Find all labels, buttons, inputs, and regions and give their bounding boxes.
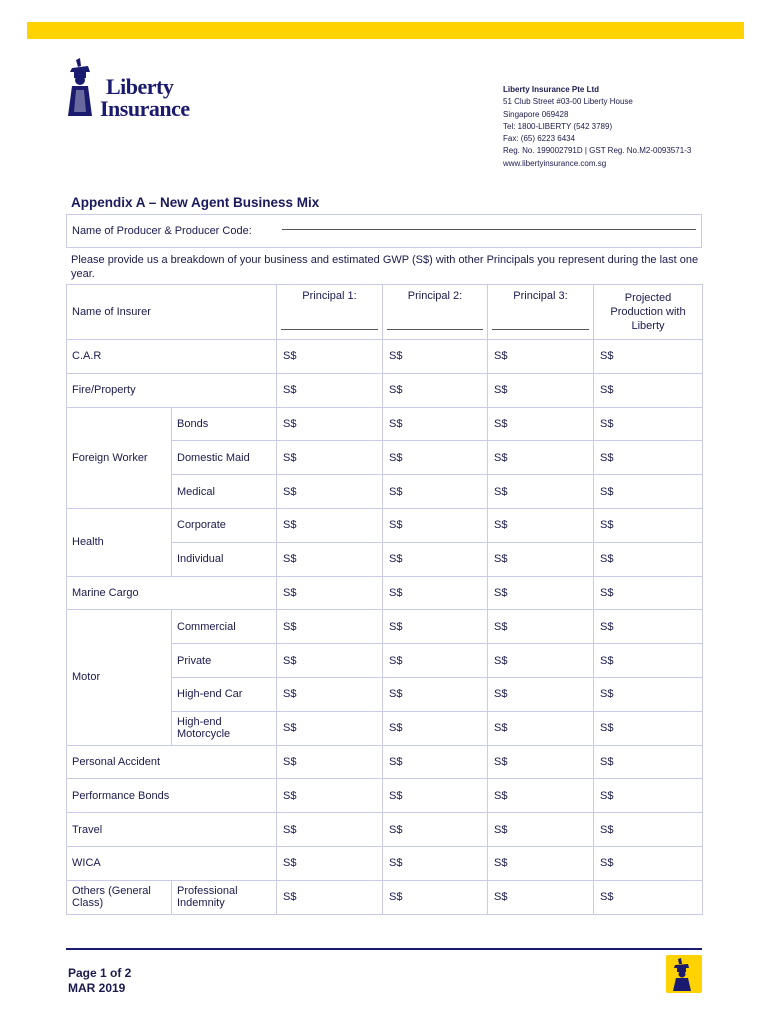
amount-cell[interactable]: S$	[594, 441, 703, 475]
principal-1-label: Principal 1:	[302, 290, 357, 302]
row-label-fw-bonds: Bonds	[172, 407, 277, 441]
amount-cell[interactable]: S$	[383, 475, 488, 509]
amount-cell[interactable]: S$	[277, 677, 383, 711]
header-insurer: Name of Insurer	[67, 285, 277, 340]
address-fax: Fax: (65) 6223 6434	[503, 134, 576, 144]
amount-cell[interactable]: S$	[383, 576, 488, 610]
row-label-prof-indemnity: Professional Indemnity	[172, 880, 277, 914]
table-row	[67, 576, 703, 610]
row-group-foreign-worker: Foreign Worker	[67, 407, 172, 508]
amount-cell[interactable]: S$	[383, 677, 488, 711]
row-label-marine: Marine Cargo	[67, 576, 277, 610]
amount-cell[interactable]: S$	[594, 576, 703, 610]
address-tel: Tel: 1800-LIBERTY (542 3789)	[503, 121, 613, 131]
table-row	[67, 846, 703, 880]
company-name: Liberty Insurance Pte Ltd	[503, 85, 600, 94]
amount-cell[interactable]: S$	[277, 813, 383, 847]
amount-cell[interactable]: S$	[383, 711, 488, 745]
address-web: www.libertyinsurance.com.sg	[503, 158, 607, 168]
amount-cell[interactable]: S$	[488, 373, 594, 407]
header-principal-3[interactable]	[488, 285, 594, 340]
header-principal-2[interactable]	[383, 285, 488, 340]
table-row	[67, 813, 703, 847]
amount-cell[interactable]: S$	[594, 610, 703, 644]
amount-cell[interactable]: S$	[277, 779, 383, 813]
amount-cell[interactable]: S$	[277, 880, 383, 914]
top-accent-bar	[27, 22, 744, 39]
amount-cell[interactable]: S$	[277, 542, 383, 576]
row-label-car: C.A.R	[67, 340, 277, 374]
amount-cell[interactable]: S$	[383, 373, 488, 407]
row-label-fw-medical: Medical	[172, 475, 277, 509]
row-label-h-individual: Individual	[172, 542, 277, 576]
amount-cell[interactable]: S$	[277, 576, 383, 610]
table-row	[67, 508, 703, 542]
table-row	[67, 779, 703, 813]
producer-field-box	[66, 214, 702, 248]
table-row	[67, 373, 703, 407]
amount-cell[interactable]: S$	[594, 644, 703, 678]
header-principal-1[interactable]	[277, 285, 383, 340]
amount-cell[interactable]: S$	[488, 576, 594, 610]
amount-cell[interactable]: S$	[594, 779, 703, 813]
liberty-badge	[666, 955, 702, 993]
table-row	[67, 610, 703, 644]
amount-cell[interactable]: S$	[383, 407, 488, 441]
amount-cell[interactable]: S$	[594, 407, 703, 441]
amount-cell[interactable]: S$	[488, 542, 594, 576]
row-label-m-highmoto: High-end Motorcycle	[172, 711, 277, 745]
company-address	[503, 84, 691, 170]
amount-cell[interactable]: S$	[488, 813, 594, 847]
row-label-pa: Personal Accident	[67, 745, 277, 779]
row-group-health: Health	[67, 508, 172, 576]
amount-cell[interactable]: S$	[594, 745, 703, 779]
amount-cell[interactable]: S$	[277, 407, 383, 441]
statue-of-liberty-icon	[666, 955, 702, 993]
amount-cell[interactable]: S$	[488, 441, 594, 475]
table-row	[67, 407, 703, 441]
row-label-fire: Fire/Property	[67, 373, 277, 407]
amount-cell[interactable]: S$	[488, 508, 594, 542]
principal-2-line	[387, 329, 483, 330]
amount-cell[interactable]: S$	[488, 880, 594, 914]
amount-cell[interactable]: S$	[594, 880, 703, 914]
amount-cell[interactable]: S$	[594, 677, 703, 711]
amount-cell[interactable]: S$	[277, 846, 383, 880]
amount-cell[interactable]: S$	[277, 711, 383, 745]
amount-cell[interactable]: S$	[277, 610, 383, 644]
page-title: Appendix A – New Agent Business Mix	[71, 195, 320, 210]
amount-cell[interactable]: S$	[488, 745, 594, 779]
amount-cell[interactable]: S$	[488, 407, 594, 441]
amount-cell[interactable]: S$	[383, 340, 488, 374]
header-projected: Projected Production with Liberty	[594, 285, 703, 340]
amount-cell[interactable]: S$	[488, 779, 594, 813]
row-label-m-highcar: High-end Car	[172, 677, 277, 711]
table-row	[67, 745, 703, 779]
amount-cell[interactable]: S$	[277, 508, 383, 542]
amount-cell[interactable]: S$	[383, 542, 488, 576]
amount-cell[interactable]: S$	[277, 373, 383, 407]
amount-cell[interactable]: S$	[594, 846, 703, 880]
amount-cell[interactable]: S$	[277, 475, 383, 509]
amount-cell[interactable]: S$	[488, 340, 594, 374]
amount-cell[interactable]: S$	[383, 610, 488, 644]
logo-wordmark-line2: Insurance	[100, 96, 190, 121]
amount-cell[interactable]: S$	[383, 508, 488, 542]
amount-cell[interactable]: S$	[277, 644, 383, 678]
row-label-wica: WICA	[67, 846, 277, 880]
logo-wordmark-line1: Liberty	[106, 74, 174, 99]
producer-label: Name of Producer & Producer Code:	[72, 225, 252, 237]
amount-cell[interactable]: S$	[594, 340, 703, 374]
address-line1: 51 Club Street #03-00 Liberty House	[503, 97, 633, 107]
row-label-h-corporate: Corporate	[172, 508, 277, 542]
document-date: MAR 2019	[68, 981, 126, 995]
table-row	[67, 880, 703, 914]
amount-cell[interactable]: S$	[383, 813, 488, 847]
amount-cell[interactable]: S$	[594, 475, 703, 509]
amount-cell[interactable]: S$	[488, 711, 594, 745]
amount-cell[interactable]: S$	[488, 475, 594, 509]
amount-cell[interactable]: S$	[594, 373, 703, 407]
row-label-travel: Travel	[67, 813, 277, 847]
row-label-fw-maid: Domestic Maid	[172, 441, 277, 475]
principal-3-label: Principal 3:	[513, 290, 568, 302]
amount-cell[interactable]: S$	[383, 644, 488, 678]
amount-cell[interactable]: S$	[488, 677, 594, 711]
amount-cell[interactable]: S$	[594, 542, 703, 576]
amount-cell[interactable]: S$	[383, 441, 488, 475]
table-row	[67, 340, 703, 374]
amount-cell[interactable]: S$	[383, 846, 488, 880]
footer-divider	[66, 948, 702, 950]
amount-cell[interactable]: S$	[488, 846, 594, 880]
amount-cell[interactable]: S$	[594, 711, 703, 745]
table-header-row	[67, 285, 703, 340]
amount-cell[interactable]: S$	[277, 441, 383, 475]
amount-cell[interactable]: S$	[488, 644, 594, 678]
footer-info	[68, 966, 131, 996]
principal-1-line	[281, 329, 378, 330]
amount-cell[interactable]: S$	[277, 745, 383, 779]
producer-input-line[interactable]	[282, 229, 696, 230]
principal-2-label: Principal 2:	[407, 290, 463, 302]
business-mix-table	[66, 284, 703, 915]
liberty-logo	[66, 58, 216, 122]
address-line2: Singapore 069428	[503, 109, 569, 119]
page-number: Page 1 of 2	[68, 966, 132, 980]
row-group-others: Others (General Class)	[67, 880, 172, 914]
amount-cell[interactable]: S$	[594, 813, 703, 847]
address-reg: Reg. No. 199002791D | GST Reg. No.M2-0093571-3	[503, 146, 692, 156]
principal-3-line	[492, 329, 589, 330]
row-label-perf-bonds: Performance Bonds	[67, 779, 277, 813]
row-group-motor: Motor	[67, 610, 172, 745]
amount-cell[interactable]: S$	[488, 610, 594, 644]
amount-cell[interactable]: S$	[594, 508, 703, 542]
amount-cell[interactable]: S$	[277, 340, 383, 374]
amount-cell[interactable]: S$	[383, 779, 488, 813]
amount-cell[interactable]: S$	[383, 880, 488, 914]
instruction-text: Please provide us a breakdown of your business and estimated GWP (S$) with other Principals you represent during the last one year.	[71, 254, 699, 280]
row-label-m-private: Private	[172, 644, 277, 678]
row-label-m-commercial: Commercial	[172, 610, 277, 644]
amount-cell[interactable]: S$	[383, 745, 488, 779]
